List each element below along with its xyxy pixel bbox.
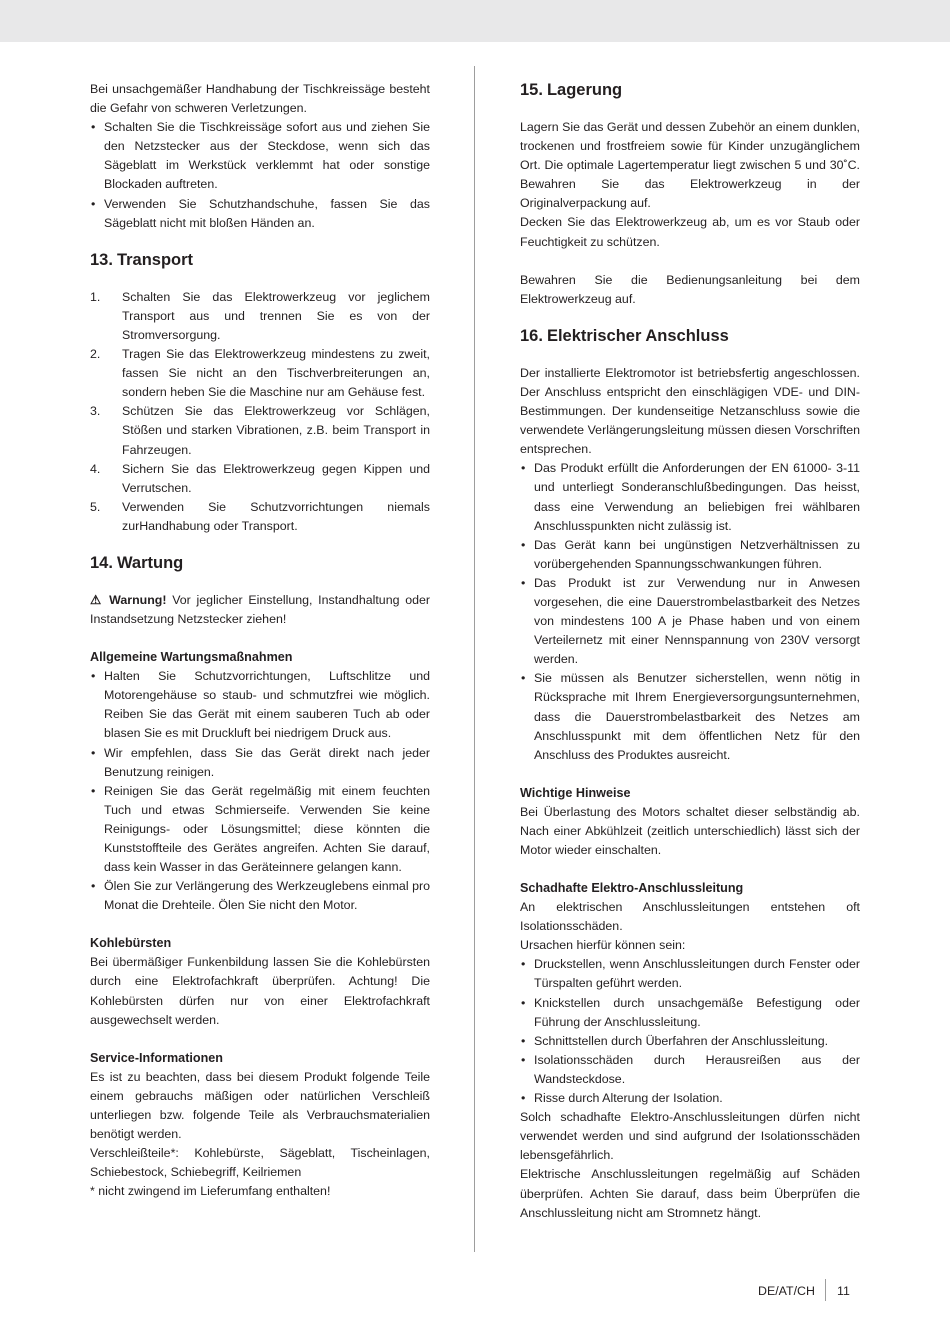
column-divider	[474, 66, 475, 1252]
bullet-icon: •	[91, 783, 96, 798]
bullet-icon: •	[91, 120, 96, 135]
storage-paragraph-2: Decken Sie das Elektrowerkzeug ab, um es vor Staub oder Feuchtigkeit zu schützen.	[520, 215, 860, 249]
defect-paragraph-3: Solch schadhafte Elektro-Anschlussleitungen dürfen nicht verwendet werden und sind aufgrund der Isolationsschäden lebensgefährlich.	[520, 1110, 860, 1163]
bullet-icon: •	[91, 196, 96, 211]
connection-intro: Der installierte Elektromotor ist betriebsfertig angeschlossen. Der Anschluss entspricht den einschlägigen VDE- und DIN-Bestimmungen. Der kundenseitige Netzanschluss sowie die verwendete Verlängerungsleitung müssen diesen Vorschriften entsprechen.	[520, 365, 860, 457]
list-item: • Isolationsschäden durch Herausreißen aus der Wandsteckdose.	[521, 1052, 860, 1086]
storage-paragraph-3: Bewahren Sie die Bedienungsanleitung bei dem Elektrowerkzeug auf.	[520, 272, 860, 306]
footer-region-label: DE/AT/CH	[758, 1284, 815, 1298]
maintenance-bullet-list	[90, 667, 430, 915]
defect-paragraph-4: Elektrische Anschlussleitungen regelmäßig auf Schäden überprüfen. Achten Sie darauf, dass beim Überprüfen die Anschlussleitung nicht am Stromnetz hängt.	[520, 1167, 860, 1220]
list-item: • Reinigen Sie das Gerät regelmäßig mit einem feuchten Tuch und etwas Schmierseife. Verwenden Sie keine Reinigungs- oder Lösungsmittel; diese könnten die Kunststoffteile des Gerätes angreifen. Achten Sie darauf, dass kein Wasser in das Geräteinnere gelangen kann.	[91, 783, 430, 875]
list-item: • Druckstellen, wenn Anschlussleitungen durch Fenster oder Türspalten geführt werden.	[521, 957, 860, 991]
warning-paragraph: ⚠ Warnung! Vor jeglicher Einstellung, Instandhaltung oder Instandsetzung Netzstecker ziehen!	[90, 592, 430, 627]
list-item: 4. Sichern Sie das Elektrowerkzeug gegen Kippen und Verrutschen.	[90, 461, 430, 495]
bullet-icon: •	[91, 879, 96, 894]
top-band	[0, 0, 950, 42]
bullet-icon: •	[91, 745, 96, 760]
important-notes-paragraph: Bei Überlastung des Motors schaltet dieser selbständig ab. Nach einer Abkühlzeit (zeitlich unterschiedlich) lässt sich der Motor wieder einschalten.	[520, 804, 860, 857]
brushes-paragraph: Bei übermäßiger Funkenbildung lassen Sie die Kohlebürsten durch eine Elektrofachkraft überprüfen. Achtung! Die Kohlebürsten dürfen nur von einer Elektrofachkraft ausgewechselt werden.	[90, 955, 430, 1027]
footer-separator	[825, 1279, 826, 1301]
connection-bullet-list	[520, 459, 860, 765]
section-heading-transport: 13. Transport	[90, 250, 194, 269]
list-item: • Verwenden Sie Schutzhandschuhe, fassen Sie das Sägeblatt nicht mit bloßen Händen an.	[91, 196, 430, 230]
service-paragraph: Es ist zu beachten, dass bei diesem Produkt folgende Teile einem gebrauchs mäßigen oder natürlichen Verschleiß unterliegen bzw. folgende Teile als Verbrauchsmaterialien benötigt werden.	[90, 1069, 430, 1142]
left-column	[90, 80, 430, 1201]
bullet-icon: •	[91, 669, 96, 684]
subheading-important-notes: Wichtige Hinweise	[520, 785, 631, 800]
bullet-icon: •	[521, 1052, 526, 1067]
section-heading-lagerung: 15. Lagerung	[520, 81, 623, 99]
subheading-carbon-brushes: Kohlebürsten	[90, 936, 172, 951]
list-item: • Sie müssen als Benutzer sicherstellen, wenn nötig in Rücksprache mit Ihrem Energieversorgungsunternehmen, dass die Dauerstrombelastbarkeit des Netzes am Anschlusspunkt mit dem öffentlichen Netz für den Anschluss des Produktes ausreicht.	[521, 671, 860, 762]
list-item: • Halten Sie Schutzvorrichtungen, Luftschlitze und Motorengehäuse so staub- und schmutzfrei wie möglich. Reiben Sie das Gerät mit einem sauberen Tuch ab oder blasen Sie es mit Druckluft bei niedrigem Druck aus.	[91, 669, 430, 741]
bullet-icon: •	[521, 1091, 526, 1106]
bullet-icon: •	[521, 995, 526, 1010]
section-heading-anschluss: 16. Elektrischer Anschluss	[520, 326, 729, 345]
intro-bullet-list	[90, 118, 430, 233]
defect-causes-list	[520, 955, 860, 1108]
service-parts-paragraph: Verschleißteile*: Kohlebürste, Sägeblatt, Tischeinlagen, Schiebestock, Schiebegriff, Keilriemen	[90, 1146, 430, 1180]
list-item: • Knickstellen durch unsachgemäße Befestigung oder Führung der Anschlussleitung.	[521, 995, 860, 1029]
warning-triangle-icon: ⚠	[90, 592, 104, 607]
list-item: • Wir empfehlen, dass Sie das Gerät direkt nach jeder Benutzung reinigen.	[91, 745, 430, 779]
defect-paragraph-1: An elektrischen Anschlussleitungen entstehen oft Isolationsschäden.	[520, 900, 860, 934]
list-item: • Das Produkt erfüllt die Anforderungen der EN 61000- 3-11 und unterliegt Sonderanschlußbedingungen. Das heisst, dass eine Verwendung an beliebigen frei wählbaren Anschlusspunkten nicht zulässig ist.	[521, 461, 860, 533]
subheading-service-info: Service-Informationen	[90, 1050, 223, 1065]
bullet-icon: •	[521, 461, 526, 476]
subheading-defective-cable: Schadhafte Elektro-Anschlussleitung	[520, 881, 744, 896]
bullet-icon: •	[521, 957, 526, 972]
list-item: 3. Schützen Sie das Elektrowerkzeug vor Schlägen, Stößen und starken Vibrationen, z.B. beim Transport in Fahrzeugen.	[90, 404, 430, 457]
list-item: • Schnittstellen durch Überfahren der Anschlussleitung.	[520, 1032, 860, 1051]
list-item: • Ölen Sie zur Verlängerung des Werkzeuglebens einmal pro Monat die Drehteile. Ölen Sie nicht den Motor.	[91, 879, 430, 913]
subheading-general-maintenance: Allgemeine Wartungsmaßnahmen	[90, 650, 293, 665]
service-footnote: * nicht zwingend im Lieferumfang enthalten!	[90, 1184, 331, 1199]
list-item: • Das Produkt ist zur Verwendung nur in Anwesen vorgesehen, die eine Dauerstrombelastbarkeit des Netzes von mindestens 100 A je Phase haben und von einem Verteilernetz mit einer Nennspannung von 230V versorgt werden.	[521, 575, 860, 667]
defect-paragraph-2: Ursachen hierfür können sein:	[520, 938, 686, 953]
intro-paragraph: Bei unsachgemäßer Handhabung der Tischkreissäge besteht die Gefahr von schweren Verletzungen.	[90, 82, 430, 116]
bullet-icon: •	[521, 671, 526, 686]
storage-paragraph-1: Lagern Sie das Gerät und dessen Zubehör an einem dunklen, trockenen und frostfreiem sowie für Kinder unzugänglichem Ort. Die optimale Lagertemperatur liegt zwischen 5 und 30˚C. Bewahren Sie das Elektrowerkzeug in der Originalverpackung auf.	[520, 120, 860, 211]
list-item: 5. Verwenden Sie Schutzvorrichtungen niemals zurHandhabung oder Transport.	[90, 499, 430, 533]
list-item: 2. Tragen Sie das Elektrowerkzeug mindestens zu zweit, fassen Sie nicht an den Tischverbreiterungen an, sondern heben Sie die Maschine nur am Gehäuse fest.	[90, 347, 430, 400]
list-item: 1. Schalten Sie das Elektrowerkzeug vor jeglichem Transport aus und trennen Sie es von der Stromversorgung.	[90, 289, 430, 342]
bullet-icon: •	[521, 1033, 526, 1048]
warning-label: Warnung!	[109, 592, 167, 607]
bullet-icon: •	[521, 537, 526, 552]
section-heading-wartung: 14. Wartung	[90, 553, 184, 572]
list-item: • Das Gerät kann bei ungünstigen Netzverhältnissen zu vorübergehenden Spannungsschwankungen führen.	[521, 537, 860, 571]
page-number: 11	[837, 1284, 850, 1298]
transport-steps-list	[90, 288, 430, 536]
list-item: • Risse durch Alterung der Isolation.	[520, 1089, 860, 1108]
right-column	[520, 79, 860, 1223]
list-item: • Schalten Sie die Tischkreissäge sofort aus und ziehen Sie den Netzstecker aus der Steckdose, wenn sich das Sägeblatt im Werkstück verklemmt hat oder sonstige Blockaden auftreten.	[91, 120, 430, 192]
bullet-icon: •	[521, 575, 526, 590]
